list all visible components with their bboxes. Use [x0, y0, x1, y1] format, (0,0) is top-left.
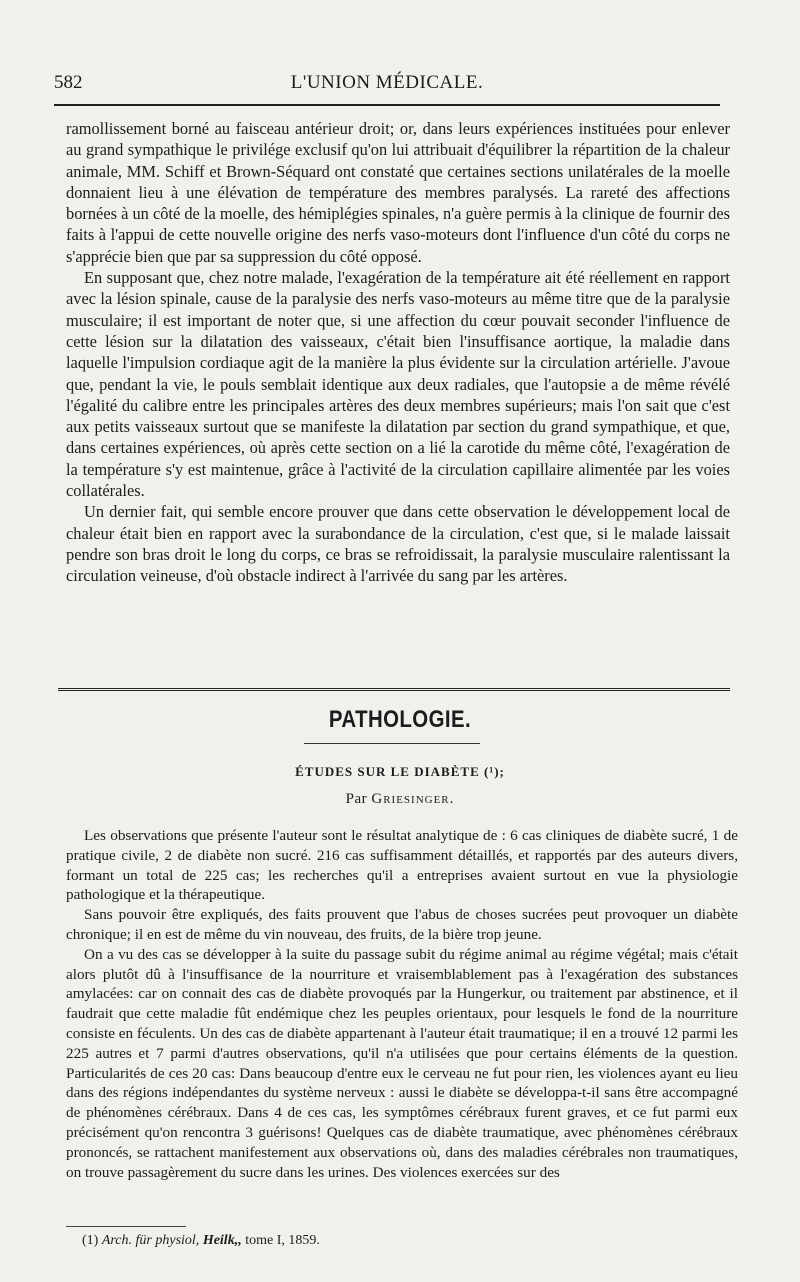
review-paragraph: On a vu des cas se développer à la suite du passage subit du régime animal au régime végétal; mais c'était alors plutôt dû à l'insuffisance de la nourriture et vraisemblablement pas à l'exagération des substances amylacées: car on connait des cas de diabète provoqués par la Hungerkur, ou traitement par abstinence, et il faudrait que cette maladie fût endémique chez les peuples orientaux, pour lesquels le fond de la nourriture consiste en féculents. Un des cas de diabète appartenant à l'auteur était traumatique; il en a trouvé 12 parmi les 225 autres et 7 parmi d'autres observations, qu'il n'a utilisées que pour certains éléments de la question. Particularités de ces 20 cas: Dans beaucoup d'entre eux le cerveau ne fut pour rien, les violences ayant eu lieu dans des régions indépendantes du système nerveux : aussi le diabète se développa-t-il sans être accompagné de phénomènes cérébraux. Dans 4 de ces cas, les symptômes cérébraux furent graves, et ce fut parmi eux précisément qu'on rencontra 3 guérisons! Quelques cas de diabète traumatique, avec phénomènes cérébraux prononcés, se rattachent manifestement aux observations où, dans des maladies cérébrales non traumatiques, on trouve passagèrement du sucre dans les urines. Des violences exercées sur des — [66, 945, 738, 1181]
footnote — [82, 1232, 722, 1250]
article-title — [0, 764, 800, 780]
section-title-underline — [304, 743, 480, 744]
footnote-details: tome I, 1859. — [245, 1233, 320, 1248]
review-paragraph: Sans pouvoir être expliqués, des faits prouvent que l'abus de choses sucrées peut provoquer un diabète chronique; il en est de même du vin nouveau, des fruits, de la bière trop jeune. — [66, 906, 738, 943]
body-paragraph: En supposant que, chez notre malade, l'exagération de la température ait été réellement en rapport avec la lésion spinale, cause de la paralysie des nerfs vaso-moteurs au même titre que de la paralysie musculaire; il est important de noter que, si une affection du cœur pouvait seconder l'influence de cette lésion sur la dilatation des vaisseaux, c'était bien l'insuffisance aortique, la maladie dans laquelle l'impulsion cordiaque agit de la manière la plus évidente sur la circulation artérielle. J'avoue que, pendant la vie, le pouls semblait identique aux deux radiales, que l'autopsie a de même révélé l'égalité du calibre entre les principales artères des deux membres supérieurs; mais l'on sait que c'est aux petits vaisseaux surtout que se manifeste la dilatation par section du grand sympathique, et que, dans certaines expériences, où après cette section on a lié la carotide du même côté, l'exagération de la température s'y est maintenue, grâce à l'activité de la circulation capillaire alimentée par les voies collatérales. — [66, 268, 730, 501]
body-paragraph: ramollissement borné au faisceau antérieur droit; or, dans leurs expériences instituées pour enlever au grand sympathique le privilége exclusif qu'on lui attribuait d'équilibrer la répartition de la chaleur animale, MM. Schiff et Brown-Séquard ont constaté que certaines sections unilatérales de la moelle donnaient lieu à une élévation de température des membres paralysés. La rareté des affections bornées à un côté de la moelle, des hémiplégies spinales, n'a guère permis à la clinique de fournir des faits à l'appui de cette nouvelle origine des nerfs vaso-moteurs dont l'influence d'un côté du corps ne s'apprécie bien que par sa suppression du côté opposé. — [66, 119, 730, 266]
body-text — [66, 118, 730, 587]
review-text — [66, 826, 738, 1182]
author-prefix: Par — [345, 791, 368, 807]
footnote-journal-abbrev: Heilk,, — [202, 1233, 242, 1248]
footnote-rule — [66, 1226, 186, 1227]
page-header — [54, 72, 720, 102]
section-title: PATHOLOGIE. — [328, 706, 472, 733]
footnote-marker: (1) — [82, 1233, 99, 1248]
author-name: Griesinger. — [371, 791, 455, 807]
header-rule — [54, 104, 720, 106]
review-paragraph: Les observations que présente l'auteur sont le résultat analytique de : 6 cas cliniques de diabète sucré, 1 de pratique civile, 2 de diabète non sucré. 216 cas suffisamment détaillés, et rapportés par des auteurs divers, formant un total de 225 cas; les recherches qu'il a entreprises avaient surtout en vue la physiologie pathologique et la thérapeutique. — [66, 827, 738, 904]
section-divider — [58, 688, 730, 694]
body-paragraph: Un dernier fait, qui semble encore prouver que dans cette observation le développement local de chaleur était bien en rapport avec la surabondance de la circulation, c'est que, si le malade laissait pendre son bras droit le long du corps, ce bras se refroidissait, la paralysie musculaire ralentissant la circulation veineuse, d'où obstacle indirect à l'arrivée du sang par les artères. — [66, 502, 730, 586]
running-title: L'UNION MÉDICALE. — [290, 72, 484, 93]
author-line — [0, 791, 800, 808]
footnote-reference: (¹); — [484, 764, 505, 779]
footnote-journal: Arch. für physiol, — [101, 1233, 200, 1248]
article-title-text: ÉTUDES SUR LE DIABÈTE — [295, 764, 480, 779]
page-number: 582 — [54, 72, 83, 93]
